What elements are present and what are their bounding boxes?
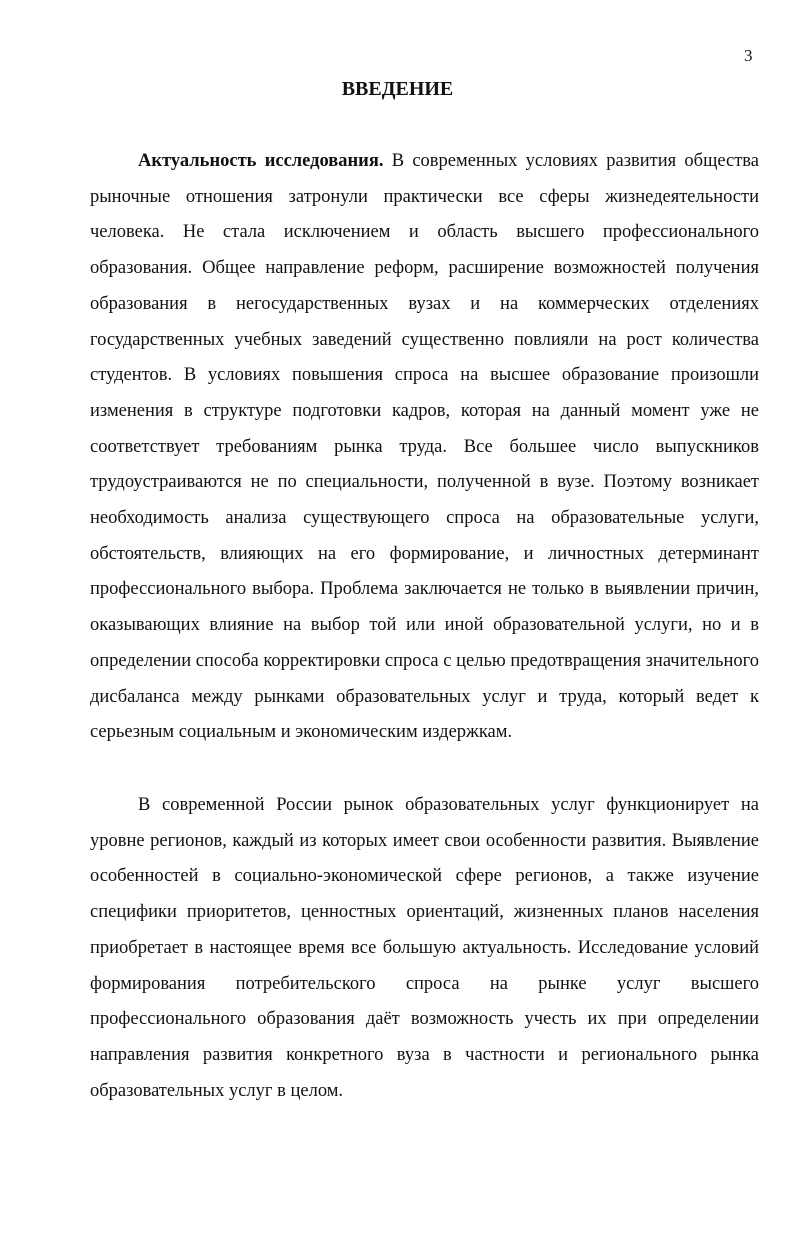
paragraph-regions [90, 788, 759, 1109]
paragraph-text [90, 144, 759, 751]
paragraph-text [90, 788, 759, 1109]
paragraph-body: В современных условиях развития общества рыночные отношения затронули практически все сферы жизнедеятельности человека. Не стала исключением и область высшего профессионального образования. Общее направление реформ, расширение возможностей получения образования в негосударственных вузах и на коммерческих отделениях государственных учебных заведений существенно повлияли на рост количества студентов. В условиях повышения спроса на высшее образование произошли изменения в структуре подготовки кадров, которая на данный момент уже не соответствует требованиям рынка труда. Все большее число выпускников трудоустраиваются не по специальности, полученной в вузе. Поэтому возникает необходимость анализа существующего спроса на образовательные услуги, обстоятельств, влияющих на его формирование, и личностных детерминант профессионального выбора. Проблема заключается не только в выявлении причин, оказывающих влияние на выбор той или иной образовательной услуги, но и в определении способа корректировки спроса с целью предотвращения значительного дисбаланса между рынками образовательных услуг и труда, который ведет к серьезным социальным и экономическим издержкам. [90, 151, 759, 743]
page-number: 3 [744, 46, 753, 65]
paragraph-relevance [90, 144, 759, 751]
paragraph-body: В современной России рынок образовательных услуг функционирует на уровне регионов, каждый из которых имеет свои особенности развития. Выявление особенностей в социально-экономической сфере регионов, а также изучение специфики приоритетов, ценностных ориентаций, жизненных планов населения приобретает в настоящее время все большую актуальность. Исследование условий формирования потребительского спроса на рынке услуг высшего профессионального образования даёт возможность учесть их при определении направления развития конкретного вуза в частности и регионального рынка образовательных услуг в целом. [90, 795, 759, 1101]
page-title: ВВЕДЕНИЕ [341, 78, 454, 100]
paragraph-lead: Актуальность исследования. [138, 151, 384, 171]
